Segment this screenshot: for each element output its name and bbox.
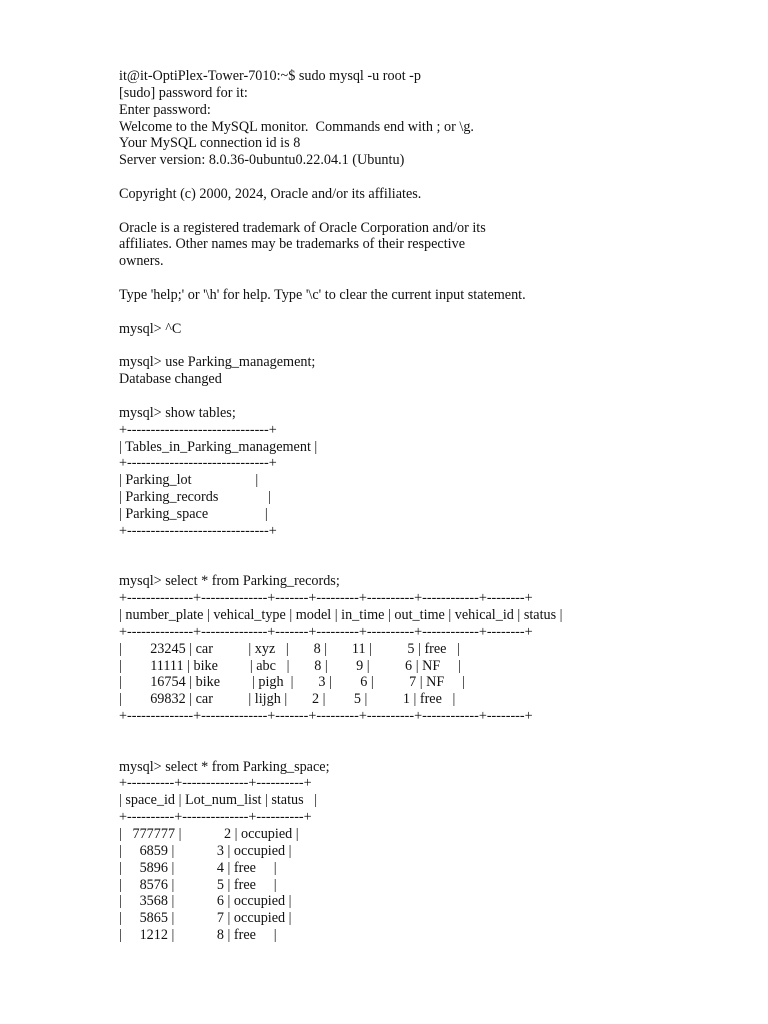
transcript-line: mysql> ^C	[119, 320, 182, 337]
transcript-line: Copyright (c) 2000, 2024, Oracle and/or its affiliates.	[119, 185, 422, 202]
transcript-line: | 69832 | car | lijgh | 2 | 5 | 1 | free |	[119, 691, 456, 708]
transcript-line: +------------------------------+	[119, 455, 277, 472]
transcript-line: +----------+--------------+----------+	[119, 809, 312, 826]
transcript-line: | Parking_lot |	[119, 472, 259, 489]
transcript-line: | 6859 | 3 | occupied |	[119, 842, 292, 859]
transcript-line: owners.	[119, 253, 164, 270]
transcript-line: Oracle is a registered trademark of Oracle Corporation and/or its	[119, 219, 486, 236]
transcript-line: Your MySQL connection id is 8	[119, 135, 301, 152]
transcript-line: | 23245 | car | xyz | 8 | 11 | 5 | free |	[119, 640, 460, 657]
transcript-line: mysql> select * from Parking_records;	[119, 573, 340, 590]
transcript-line: Welcome to the MySQL monitor. Commands end with ; or \g.	[119, 118, 474, 135]
transcript-line	[119, 742, 563, 759]
transcript-line	[119, 203, 563, 220]
transcript-line: | Parking_space |	[119, 505, 268, 522]
transcript-line	[119, 388, 563, 405]
transcript-line: | space_id | Lot_num_list | status |	[119, 792, 318, 809]
transcript-line	[119, 556, 563, 573]
transcript-line	[119, 169, 563, 186]
transcript-line: +------------------------------+	[119, 522, 277, 539]
transcript-line: | 8576 | 5 | free |	[119, 876, 277, 893]
transcript-line: | 11111 | bike | abc | 8 | 9 | 6 | NF |	[119, 657, 461, 674]
transcript-line: [sudo] password for it:	[119, 84, 248, 101]
transcript-line: +--------------+--------------+-------+---------+----------+------------+--------+	[119, 708, 533, 725]
transcript-line: | number_plate | vehical_type | model | in_time | out_time | vehical_id | status |	[119, 607, 563, 623]
transcript-line: Type 'help;' or '\h' for help. Type '\c' to clear the current input statement.	[119, 286, 526, 303]
transcript-line: | 5865 | 7 | occupied |	[119, 910, 292, 927]
transcript-line: Database changed	[119, 371, 222, 388]
transcript-line: | 5896 | 4 | free |	[119, 859, 277, 876]
transcript-line: +----------+--------------+----------+	[119, 775, 312, 792]
transcript-line	[119, 338, 563, 355]
transcript-line: | 1212 | 8 | free |	[119, 927, 277, 944]
transcript-line: | Parking_records |	[119, 489, 271, 506]
transcript-line	[119, 270, 563, 287]
transcript-line	[119, 304, 563, 321]
transcript-line: Enter password:	[119, 101, 211, 118]
transcript-line: affiliates. Other names may be trademarks of their respective	[119, 236, 466, 253]
transcript-line: mysql> select * from Parking_space;	[119, 758, 330, 775]
transcript-line	[119, 725, 563, 742]
transcript-line	[119, 540, 563, 557]
terminal-transcript	[119, 68, 563, 944]
transcript-line: | 777777 | 2 | occupied |	[119, 825, 299, 842]
transcript-line: mysql> use Parking_management;	[119, 354, 316, 371]
transcript-line: mysql> show tables;	[119, 404, 236, 421]
transcript-line: +------------------------------+	[119, 421, 277, 438]
transcript-line: +--------------+--------------+-------+---------+----------+------------+--------+	[119, 623, 533, 640]
transcript-line: Server version: 8.0.36-0ubuntu0.22.04.1 (Ubuntu)	[119, 152, 405, 169]
transcript-line: | Tables_in_Parking_management |	[119, 438, 318, 455]
transcript-line: | 16754 | bike | pigh | 3 | 6 | 7 | NF |	[119, 674, 465, 691]
transcript-line: it@it-OptiPlex-Tower-7010:~$ sudo mysql -u root -p	[119, 68, 422, 84]
transcript-line: +--------------+--------------+-------+---------+----------+------------+--------+	[119, 590, 533, 607]
transcript-line: | 3568 | 6 | occupied |	[119, 893, 292, 910]
